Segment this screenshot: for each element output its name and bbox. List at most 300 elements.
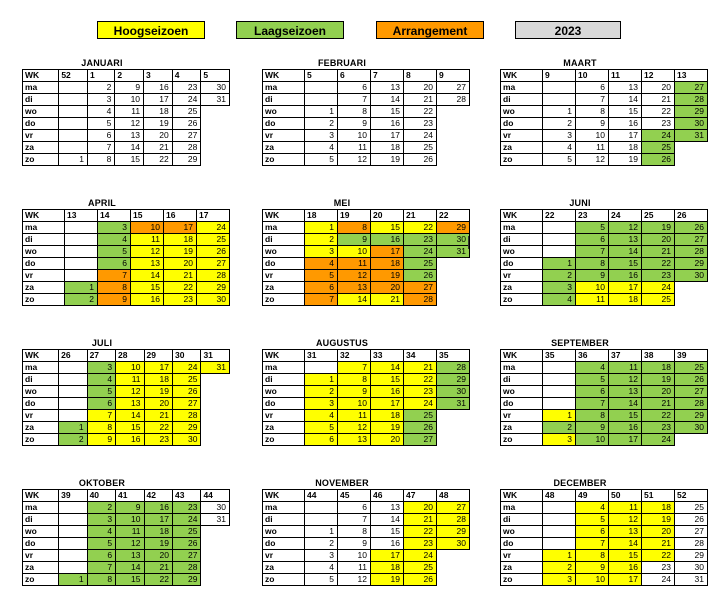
day-label: vr: [501, 130, 543, 142]
empty-cell: [201, 434, 230, 446]
date-cell: 5: [543, 154, 576, 166]
date-cell: 17: [609, 282, 642, 294]
date-cell: 13: [371, 502, 404, 514]
date-cell: 6: [305, 282, 338, 294]
date-cell: 8: [576, 410, 609, 422]
date-cell: 14: [116, 410, 144, 422]
day-label: do: [23, 538, 59, 550]
date-cell: [543, 386, 576, 398]
date-cell: 16: [144, 82, 173, 94]
empty-cell: [437, 562, 470, 574]
month-mei: [262, 198, 470, 306]
date-cell: 22: [642, 410, 675, 422]
date-cell: 6: [305, 434, 338, 446]
day-label: do: [263, 258, 305, 270]
date-cell: 13: [338, 434, 371, 446]
date-cell: 14: [371, 94, 404, 106]
date-cell: 15: [371, 106, 404, 118]
date-cell: 15: [116, 574, 144, 586]
date-cell: 7: [87, 142, 114, 154]
day-row: [23, 434, 230, 446]
day-row: [263, 222, 470, 234]
day-row: [263, 398, 470, 410]
date-cell: 26: [404, 270, 437, 282]
week-number: 19: [338, 210, 371, 222]
date-cell: 12: [338, 574, 371, 586]
week-number: 39: [59, 490, 87, 502]
date-cell: 6: [87, 130, 114, 142]
date-cell: 12: [116, 538, 144, 550]
date-cell: 6: [576, 386, 609, 398]
date-cell: 10: [116, 362, 144, 374]
week-number: 32: [338, 350, 371, 362]
date-cell: 9: [576, 422, 609, 434]
date-cell: 14: [371, 514, 404, 526]
week-number: 21: [404, 210, 437, 222]
date-cell: 13: [609, 234, 642, 246]
day-label: ma: [263, 502, 305, 514]
date-cell: [59, 410, 87, 422]
date-cell: 8: [338, 222, 371, 234]
week-number: 20: [371, 210, 404, 222]
date-cell: 9: [576, 562, 609, 574]
day-row: [501, 550, 708, 562]
date-cell: 4: [305, 258, 338, 270]
date-cell: 21: [144, 410, 172, 422]
date-cell: 30: [437, 386, 470, 398]
week-number: 3: [144, 70, 173, 82]
date-cell: 25: [642, 294, 675, 306]
day-row: [263, 282, 470, 294]
day-label: vr: [23, 550, 59, 562]
empty-cell: [201, 142, 230, 154]
week-number: 40: [87, 490, 115, 502]
empty-cell: [201, 386, 230, 398]
empty-cell: [437, 422, 470, 434]
date-cell: [305, 94, 338, 106]
day-label: di: [501, 374, 543, 386]
date-cell: 23: [642, 422, 675, 434]
date-cell: 20: [642, 386, 675, 398]
empty-cell: [437, 574, 470, 586]
week-number: 16: [164, 210, 197, 222]
empty-cell: [437, 282, 470, 294]
date-cell: 19: [642, 514, 675, 526]
date-cell: 29: [197, 282, 230, 294]
date-cell: 5: [305, 574, 338, 586]
date-cell: 2: [543, 118, 576, 130]
date-cell: 28: [437, 514, 470, 526]
week-number: 4: [172, 70, 201, 82]
day-row: [501, 502, 708, 514]
day-row: [501, 282, 708, 294]
date-cell: 24: [172, 94, 201, 106]
date-cell: 28: [675, 94, 708, 106]
date-cell: 19: [642, 374, 675, 386]
date-cell: 29: [172, 574, 200, 586]
date-cell: 23: [642, 118, 675, 130]
date-cell: 27: [172, 398, 200, 410]
week-number-row: [263, 70, 470, 82]
date-cell: 28: [197, 270, 230, 282]
date-cell: 4: [305, 562, 338, 574]
month-table: [262, 349, 470, 446]
date-cell: 3: [305, 130, 338, 142]
legend-year: 2023: [515, 21, 621, 39]
week-number: 33: [371, 350, 404, 362]
day-label: ma: [23, 82, 59, 94]
week-number: 31: [201, 350, 230, 362]
date-cell: 3: [305, 246, 338, 258]
date-cell: 22: [404, 106, 437, 118]
week-label: WK: [263, 70, 305, 82]
day-row: [263, 538, 470, 550]
day-label: wo: [501, 106, 543, 118]
date-cell: 16: [609, 270, 642, 282]
date-cell: 28: [404, 294, 437, 306]
date-cell: 11: [116, 374, 144, 386]
date-cell: 5: [305, 270, 338, 282]
empty-cell: [201, 410, 230, 422]
empty-cell: [437, 106, 470, 118]
week-number: 24: [609, 210, 642, 222]
date-cell: 22: [144, 574, 172, 586]
date-cell: 11: [338, 410, 371, 422]
week-number: 11: [609, 70, 642, 82]
date-cell: 31: [675, 574, 708, 586]
date-cell: 1: [543, 550, 576, 562]
day-row: [501, 94, 708, 106]
date-cell: 7: [338, 362, 371, 374]
date-cell: 8: [87, 154, 114, 166]
day-row: [263, 422, 470, 434]
month-table: [500, 209, 708, 306]
date-cell: 1: [59, 574, 87, 586]
day-row: [501, 106, 708, 118]
date-cell: 11: [576, 142, 609, 154]
date-cell: 30: [437, 538, 470, 550]
date-cell: 27: [437, 82, 470, 94]
date-cell: 28: [172, 562, 200, 574]
date-cell: 31: [201, 94, 230, 106]
month-table: [262, 489, 470, 586]
date-cell: 10: [576, 130, 609, 142]
week-label: WK: [501, 490, 543, 502]
date-cell: 2: [65, 294, 98, 306]
week-number-row: [263, 350, 470, 362]
empty-cell: [201, 374, 230, 386]
date-cell: 20: [371, 434, 404, 446]
date-cell: 8: [87, 574, 115, 586]
date-cell: 16: [609, 118, 642, 130]
day-label: wo: [263, 526, 305, 538]
week-number: 49: [576, 490, 609, 502]
day-row: [501, 410, 708, 422]
date-cell: 22: [642, 550, 675, 562]
date-cell: 25: [404, 410, 437, 422]
date-cell: 16: [371, 386, 404, 398]
date-cell: 24: [197, 222, 230, 234]
date-cell: 19: [371, 154, 404, 166]
day-label: do: [23, 258, 65, 270]
date-cell: 4: [576, 502, 609, 514]
date-cell: 20: [404, 502, 437, 514]
day-label: do: [23, 398, 59, 410]
day-label: ma: [501, 222, 543, 234]
empty-cell: [437, 270, 470, 282]
date-cell: 31: [437, 398, 470, 410]
date-cell: 14: [609, 246, 642, 258]
date-cell: 15: [371, 526, 404, 538]
date-cell: 10: [576, 434, 609, 446]
date-cell: [543, 398, 576, 410]
date-cell: 27: [675, 234, 708, 246]
date-cell: 7: [338, 514, 371, 526]
date-cell: 17: [609, 574, 642, 586]
day-label: zo: [23, 154, 59, 166]
empty-cell: [201, 398, 230, 410]
date-cell: 2: [543, 562, 576, 574]
week-number: 5: [201, 70, 230, 82]
day-row: [501, 222, 708, 234]
day-label: vr: [263, 270, 305, 282]
date-cell: 28: [172, 410, 200, 422]
date-cell: 29: [172, 422, 200, 434]
day-row: [501, 130, 708, 142]
empty-cell: [675, 434, 708, 446]
date-cell: 30: [197, 294, 230, 306]
day-row: [23, 538, 230, 550]
day-label: ma: [23, 222, 65, 234]
date-cell: 1: [59, 154, 88, 166]
date-cell: 15: [371, 222, 404, 234]
date-cell: 8: [576, 550, 609, 562]
week-number-row: [23, 210, 230, 222]
day-row: [263, 514, 470, 526]
day-label: di: [23, 234, 65, 246]
date-cell: 20: [144, 130, 173, 142]
date-cell: 7: [576, 398, 609, 410]
day-row: [23, 142, 230, 154]
day-label: zo: [501, 154, 543, 166]
day-row: [263, 526, 470, 538]
day-label: zo: [263, 434, 305, 446]
day-row: [263, 574, 470, 586]
date-cell: 22: [642, 258, 675, 270]
date-cell: 21: [404, 362, 437, 374]
date-cell: 25: [404, 142, 437, 154]
day-row: [501, 398, 708, 410]
week-number: 28: [116, 350, 144, 362]
date-cell: 25: [172, 374, 200, 386]
date-cell: 10: [576, 574, 609, 586]
date-cell: 17: [371, 246, 404, 258]
week-number: 23: [576, 210, 609, 222]
date-cell: 16: [371, 538, 404, 550]
day-row: [23, 294, 230, 306]
date-cell: 4: [87, 526, 115, 538]
date-cell: 4: [305, 142, 338, 154]
date-cell: 15: [131, 282, 164, 294]
day-row: [501, 362, 708, 374]
day-label: di: [263, 234, 305, 246]
day-row: [23, 386, 230, 398]
date-cell: 13: [371, 82, 404, 94]
month-juni: [500, 198, 708, 306]
month-april: [22, 198, 230, 306]
day-row: [501, 538, 708, 550]
day-label: za: [263, 422, 305, 434]
date-cell: [305, 502, 338, 514]
week-number-row: [501, 350, 708, 362]
day-row: [501, 434, 708, 446]
date-cell: [59, 374, 87, 386]
week-number: 30: [172, 350, 200, 362]
date-cell: 30: [201, 502, 230, 514]
date-cell: 16: [131, 294, 164, 306]
day-label: di: [501, 514, 543, 526]
date-cell: [543, 234, 576, 246]
week-number: 13: [65, 210, 98, 222]
date-cell: 9: [116, 502, 144, 514]
date-cell: 27: [675, 82, 708, 94]
date-cell: 26: [675, 514, 708, 526]
date-cell: 15: [609, 550, 642, 562]
day-row: [263, 410, 470, 422]
date-cell: 19: [609, 154, 642, 166]
date-cell: 2: [543, 270, 576, 282]
week-number-row: [23, 350, 230, 362]
date-cell: 27: [172, 550, 200, 562]
day-label: ma: [263, 222, 305, 234]
day-label: vr: [23, 410, 59, 422]
date-cell: 3: [543, 282, 576, 294]
month-table: [500, 349, 708, 446]
date-cell: 19: [642, 222, 675, 234]
week-label: WK: [263, 210, 305, 222]
date-cell: [305, 514, 338, 526]
month-title: MEI: [333, 198, 351, 208]
date-cell: 23: [404, 538, 437, 550]
date-cell: 30: [675, 422, 708, 434]
month-januari: [22, 58, 230, 166]
date-cell: 12: [576, 154, 609, 166]
date-cell: 15: [609, 258, 642, 270]
date-cell: 7: [338, 94, 371, 106]
week-label: WK: [23, 70, 59, 82]
day-row: [263, 234, 470, 246]
date-cell: 25: [404, 562, 437, 574]
day-label: do: [263, 398, 305, 410]
date-cell: 28: [437, 94, 470, 106]
day-row: [23, 502, 230, 514]
day-label: za: [501, 282, 543, 294]
empty-cell: [675, 154, 708, 166]
date-cell: 14: [609, 398, 642, 410]
date-cell: 6: [576, 234, 609, 246]
date-cell: 6: [98, 258, 131, 270]
day-label: vr: [501, 550, 543, 562]
day-label: wo: [23, 386, 59, 398]
date-cell: [543, 514, 576, 526]
empty-cell: [437, 154, 470, 166]
day-row: [23, 282, 230, 294]
date-cell: 27: [675, 526, 708, 538]
day-row: [23, 398, 230, 410]
date-cell: 19: [371, 574, 404, 586]
empty-cell: [201, 550, 230, 562]
date-cell: 30: [675, 562, 708, 574]
date-cell: 5: [305, 422, 338, 434]
date-cell: 14: [371, 362, 404, 374]
day-label: di: [263, 94, 305, 106]
date-cell: 13: [115, 130, 144, 142]
date-cell: 13: [131, 258, 164, 270]
day-row: [263, 154, 470, 166]
date-cell: 18: [609, 142, 642, 154]
day-label: wo: [23, 526, 59, 538]
date-cell: 24: [172, 514, 200, 526]
date-cell: 19: [371, 270, 404, 282]
date-cell: 1: [305, 106, 338, 118]
date-cell: 10: [338, 130, 371, 142]
week-number: 35: [437, 350, 470, 362]
month-title: JUNI: [569, 198, 591, 208]
day-label: za: [263, 142, 305, 154]
day-label: zo: [263, 294, 305, 306]
date-cell: 30: [201, 82, 230, 94]
date-cell: 22: [404, 222, 437, 234]
week-number: 36: [576, 350, 609, 362]
date-cell: 9: [576, 118, 609, 130]
month-title: FEBRUARI: [317, 58, 367, 68]
day-row: [23, 154, 230, 166]
week-number: 17: [197, 210, 230, 222]
date-cell: 25: [404, 258, 437, 270]
date-cell: 8: [576, 258, 609, 270]
date-cell: 9: [576, 270, 609, 282]
day-label: do: [263, 118, 305, 130]
date-cell: 12: [116, 386, 144, 398]
date-cell: 11: [116, 526, 144, 538]
date-cell: 31: [201, 514, 230, 526]
date-cell: 23: [404, 118, 437, 130]
date-cell: 18: [371, 142, 404, 154]
date-cell: 25: [172, 106, 201, 118]
date-cell: 31: [437, 246, 470, 258]
date-cell: 15: [116, 422, 144, 434]
day-label: za: [23, 282, 65, 294]
day-label: ma: [501, 82, 543, 94]
week-number: 25: [642, 210, 675, 222]
empty-cell: [201, 118, 230, 130]
week-number: 38: [642, 350, 675, 362]
day-label: za: [23, 562, 59, 574]
week-number: 52: [59, 70, 88, 82]
date-cell: 28: [172, 142, 201, 154]
empty-cell: [201, 538, 230, 550]
date-cell: [59, 538, 87, 550]
date-cell: 21: [642, 398, 675, 410]
date-cell: 24: [642, 130, 675, 142]
day-label: wo: [263, 246, 305, 258]
date-cell: 14: [609, 94, 642, 106]
legend: [0, 21, 700, 41]
date-cell: 6: [87, 550, 115, 562]
date-cell: 11: [338, 258, 371, 270]
date-cell: 24: [404, 246, 437, 258]
day-label: di: [263, 514, 305, 526]
